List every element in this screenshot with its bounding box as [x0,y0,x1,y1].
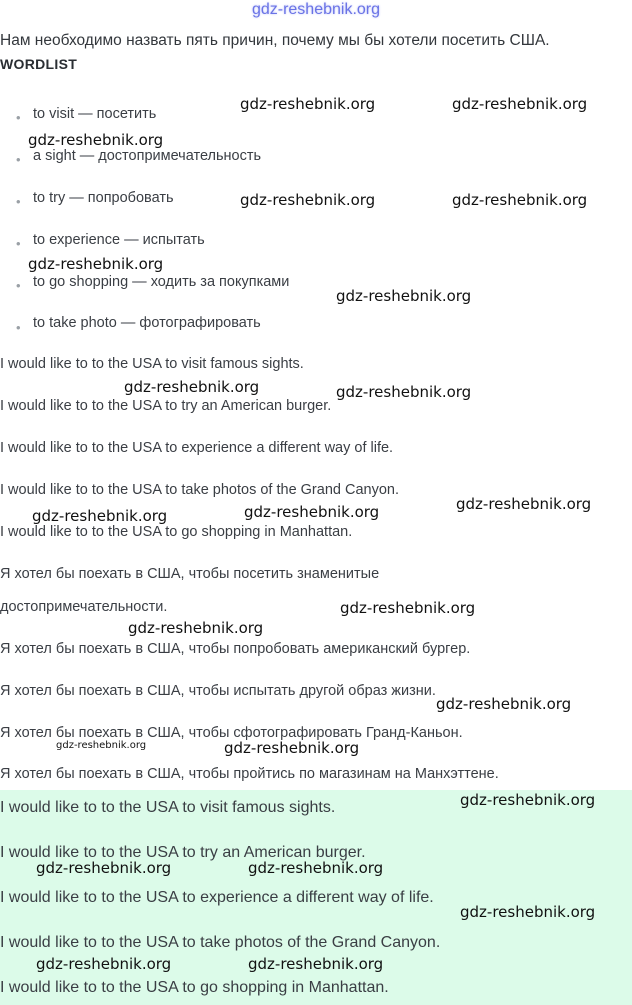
watermark-text: gdz-reshebnik.org [240,191,376,209]
russian-sentence: Я хотел бы поехать в США, чтобы сфотографировать Гранд-Каньон. [0,725,463,741]
english-sentence: I would like to to the USA to visit famous sights. [0,356,304,372]
watermark-text: gdz-reshebnik.org [336,287,472,305]
russian-sentence: Я хотел бы поехать в США, чтобы попробовать американский бургер. [0,641,471,657]
watermark-text: gdz-reshebnik.org [28,255,164,273]
top-watermark: gdz-reshebnik.org [251,1,381,18]
watermark-text: gdz-reshebnik.org [340,599,476,617]
russian-sentence: достопримечательности. [0,599,168,615]
watermark-text: gdz-reshebnik.org [36,955,172,973]
russian-sentence: Я хотел бы поехать в США, чтобы посетить знаменитые [0,566,380,582]
watermark-text: gdz-reshebnik.org [456,495,592,513]
bullet-marker: • [16,152,21,167]
watermark-text: gdz-reshebnik.org [240,95,376,113]
wordlist-item: a sight — достопримечательность [33,148,262,164]
english-sentence: I would like to to the USA to try an American burger. [0,398,332,414]
watermark-text: gdz-reshebnik.org [460,903,596,921]
watermark-text: gdz-reshebnik.org [224,739,360,757]
watermark-text: gdz-reshebnik.org [128,619,264,637]
watermark-text: gdz-reshebnik.org [32,507,168,525]
answer-sentence: I would like to to the USA to take photos of the Grand Canyon. [0,934,441,951]
english-sentence: I would like to to the USA to experience a different way of life. [0,440,394,456]
bullet-marker: • [16,236,21,251]
russian-sentence: Я хотел бы поехать в США, чтобы испытать другой образ жизни. [0,683,436,699]
english-sentence: I would like to to the USA to take photos of the Grand Canyon. [0,482,399,498]
watermark-text: gdz-reshebnik.org [436,695,572,713]
watermark-text: gdz-reshebnik.org [460,791,596,809]
wordlist-heading: WORDLIST [0,56,78,72]
watermark-text: gdz-reshebnik.org [36,859,172,877]
watermark-text: gdz-reshebnik.org [248,859,384,877]
bullet-marker: • [16,194,21,209]
bullet-marker: • [16,278,21,293]
answer-sentence: I would like to to the USA to try an American burger. [0,844,366,861]
answer-sentence: I would like to to the USA to experience a different way of life. [0,889,434,906]
watermark-text: gdz-reshebnik.org [56,740,147,751]
watermark-text: gdz-reshebnik.org [452,191,588,209]
watermark-text: gdz-reshebnik.org [452,95,588,113]
wordlist-item: to experience — испытать [33,232,205,248]
wordlist-item: to go shopping — ходить за покупками [33,274,290,290]
answer-sentence: I would like to to the USA to go shopping in Manhattan. [0,979,389,996]
watermark-text: gdz-reshebnik.org [336,383,472,401]
wordlist-item: to take photo — фотографировать [33,315,261,331]
watermark-text: gdz-reshebnik.org [248,955,384,973]
english-sentence: I would like to to the USA to go shopping in Manhattan. [0,524,353,540]
watermark-text: gdz-reshebnik.org [124,378,260,396]
bullet-marker: • [16,110,21,125]
wordlist-item: to try — попробовать [33,190,174,206]
wordlist-item: to visit — посетить [33,106,157,122]
russian-sentence: Я хотел бы поехать в США, чтобы пройтись по магазинам на Манхэттене. [0,766,499,782]
task-intro: Нам необходимо назвать пять причин, почему мы бы хотели посетить США. [0,32,550,49]
bullet-marker: • [16,320,21,335]
watermark-text: gdz-reshebnik.org [244,503,380,521]
answer-sentence: I would like to to the USA to visit famous sights. [0,799,336,816]
watermark-text: gdz-reshebnik.org [28,131,164,149]
